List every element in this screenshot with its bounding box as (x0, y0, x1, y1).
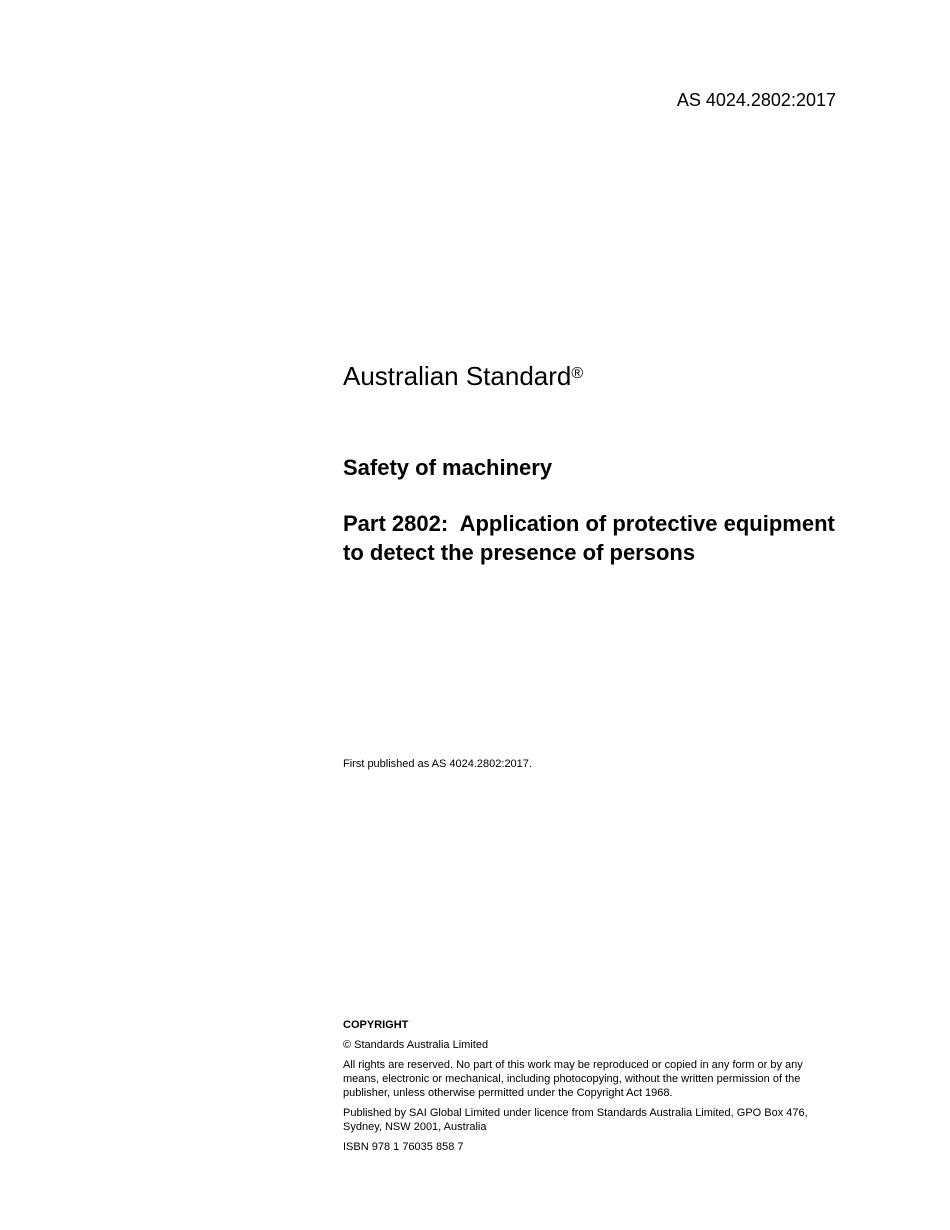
document-number: AS 4024.2802:2017 (676, 90, 836, 110)
copyright-heading: COPYRIGHT (343, 1019, 409, 1031)
part-title: Part 2802: Application of protective equipment to detect the presence of persons (343, 511, 841, 565)
standard-title (343, 360, 843, 392)
copyright-block (343, 1018, 838, 1160)
standard-name: Australian Standard (343, 361, 572, 391)
publisher-info: Published by SAI Global Limited under licence from Standards Australia Limited, GPO Box 476, Sydney, NSW 2001, Australia (343, 1107, 808, 1133)
copyright-owner: © Standards Australia Limited (343, 1039, 489, 1051)
copyright-rights: All rights are reserved. No part of this work may be reproduced or copied in any form or by any means, electronic or mechanical, including photocopying, without the written permission of the publisher, unless otherwise permitted under the Copyright Act 1968. (343, 1059, 803, 1099)
main-title: Safety of machinery (343, 455, 553, 480)
registered-mark: ® (571, 365, 584, 382)
isbn: ISBN 978 1 76035 858 7 (343, 1141, 464, 1153)
first-published-note: First published as AS 4024.2802:2017. (343, 758, 532, 770)
